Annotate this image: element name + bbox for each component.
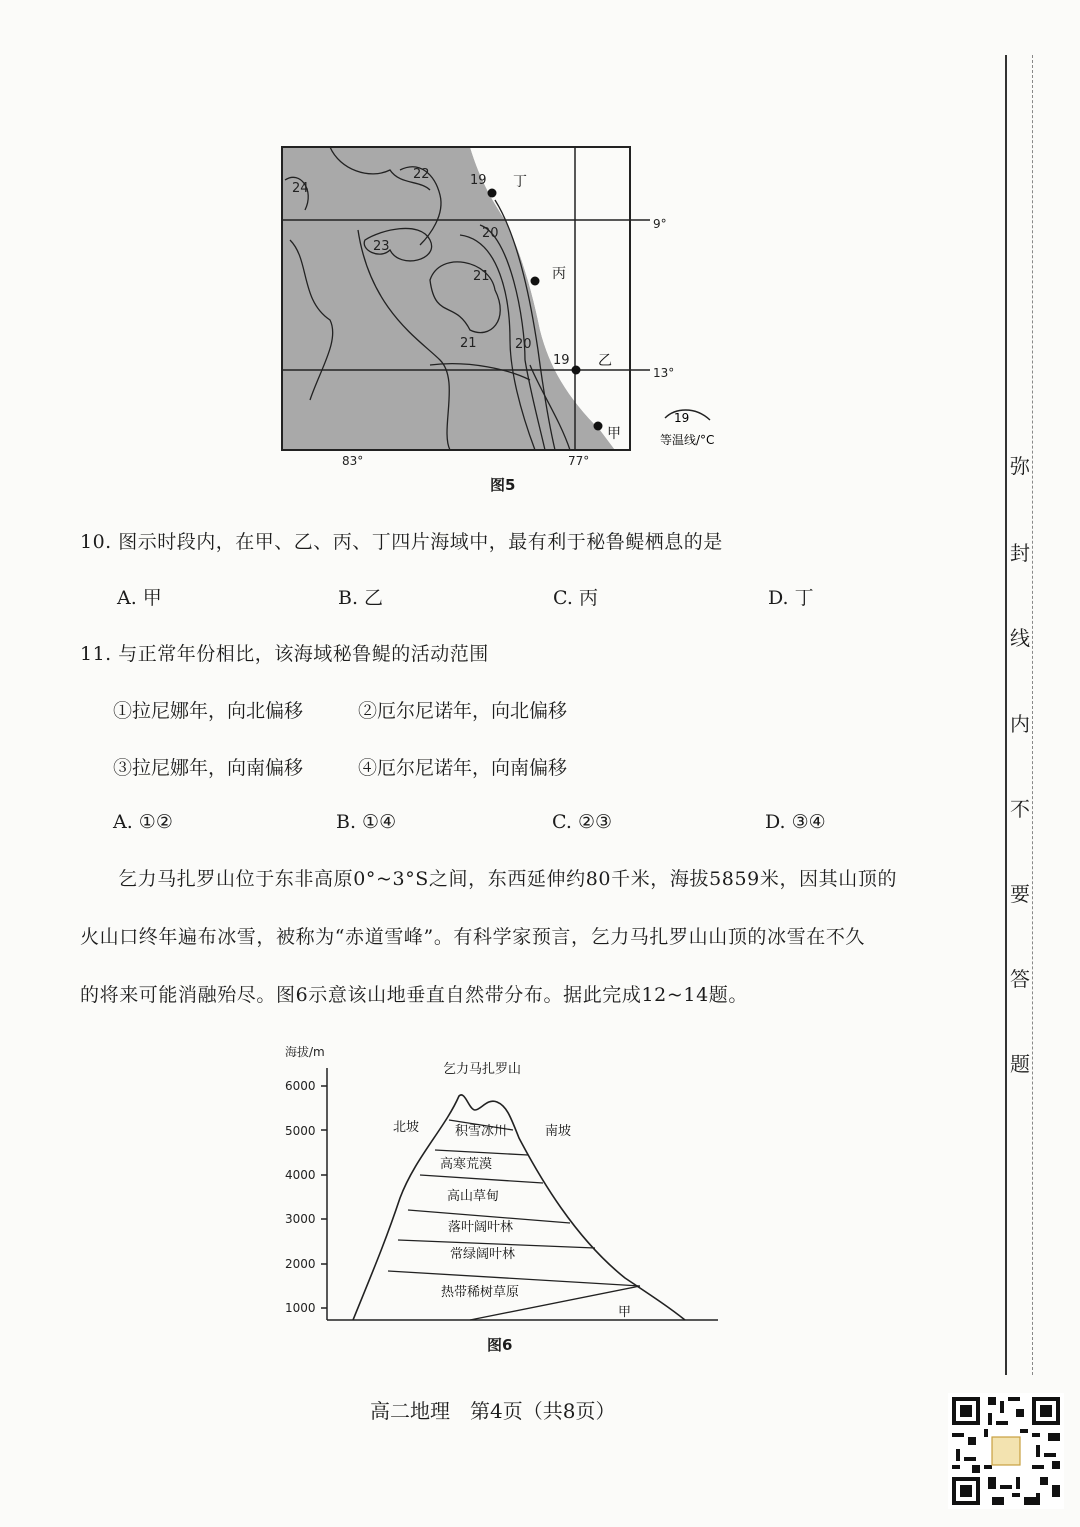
point-label-jia: 甲 <box>607 426 621 442</box>
zone-alpine-desert: 高寒荒漠 <box>440 1157 493 1172</box>
zone-alpine-meadow: 高山草甸 <box>447 1189 500 1204</box>
isotherm-label: 23 <box>373 239 390 254</box>
y-tick-1000: 1000 <box>285 1301 316 1315</box>
marker-jia: 甲 <box>618 1305 632 1320</box>
y-tick-5000: 5000 <box>285 1124 316 1138</box>
seal-text-char: 弥 <box>1010 454 1030 478</box>
q10-option-b[interactable]: B. 乙 <box>338 587 384 609</box>
y-tick-2000: 2000 <box>285 1257 316 1271</box>
isotherm-label: 21 <box>460 336 477 351</box>
point-label-yi: 乙 <box>598 353 612 369</box>
seal-dashed-line <box>1032 55 1033 1375</box>
point-jia <box>594 422 603 431</box>
passage-line: 的将来可能消融殆尽。图6示意该山地垂直自然带分布。据此完成12~14题。 <box>80 984 748 1006</box>
zone-evergreen-forest: 常绿阔叶林 <box>450 1247 516 1262</box>
lat-label: 13° <box>653 366 675 380</box>
isotherm-label: 19 <box>470 173 487 188</box>
y-tick-3000: 3000 <box>285 1212 316 1226</box>
north-slope-label: 北坡 <box>393 1120 420 1135</box>
lat-label: 9° <box>653 217 667 231</box>
q10-option-d[interactable]: D. 丁 <box>768 587 814 609</box>
q10-option-a[interactable]: A. 甲 <box>117 587 162 609</box>
passage-line: 火山口终年遍布冰雪，被称为“赤道雪峰”。有科学家预言，乞力马扎罗山山顶的冰雪在不久 <box>80 926 866 948</box>
zone-savanna: 热带稀树草原 <box>441 1285 520 1300</box>
seal-text-char: 不 <box>1010 797 1030 821</box>
seal-text-char: 答 <box>1010 967 1030 991</box>
page-footer: 高二地理 第4页（共8页） <box>370 1399 616 1423</box>
point-label-ding: 丁 <box>513 174 527 190</box>
lon-label: 77° <box>568 454 590 468</box>
zone-snow-glacier: 积雪冰川 <box>455 1124 508 1139</box>
seal-text-char: 线 <box>1010 626 1030 650</box>
qr-code-icon <box>948 1393 1064 1509</box>
point-yi <box>572 366 581 375</box>
figure-5-caption: 图5 <box>490 476 516 494</box>
point-label-bing: 丙 <box>552 266 566 282</box>
question-11-stem: 11. 与正常年份相比，该海域秘鲁鳀的活动范围 <box>80 643 489 665</box>
legend-text: 等温线/°C <box>660 433 715 447</box>
seal-text-char: 题 <box>1010 1052 1030 1076</box>
lon-label: 83° <box>342 454 364 468</box>
isotherm-label: 24 <box>292 181 309 196</box>
q11-item-1: ①拉尼娜年，向北偏移 <box>113 700 304 722</box>
q11-option-a[interactable]: A. ①② <box>113 811 173 833</box>
isotherm-label: 20 <box>482 226 499 241</box>
seal-line <box>1005 55 1007 1375</box>
point-ding <box>488 189 497 198</box>
q11-option-c[interactable]: C. ②③ <box>552 811 613 833</box>
q11-option-d[interactable]: D. ③④ <box>765 811 826 833</box>
passage <box>80 850 960 1024</box>
seal-text-char: 内 <box>1010 712 1030 736</box>
figure-6-diagram <box>275 1038 735 1338</box>
legend-value: 19 <box>674 411 690 425</box>
seal-text-char: 要 <box>1010 882 1030 906</box>
q11-item-4: ④厄尔尼诺年，向南偏移 <box>358 757 568 779</box>
figure-6-caption: 图6 <box>487 1336 513 1354</box>
passage-line: 乞力马扎罗山位于东非高原0°~3°S之间，东西延伸约80千米，海拔5859米，因其山顶的 <box>118 868 898 890</box>
south-slope-label: 南坡 <box>545 1124 572 1139</box>
isotherm-label: 22 <box>413 167 430 182</box>
question-10-stem: 10. 图示时段内，在甲、乙、丙、丁四片海域中，最有利于秘鲁鳀栖息的是 <box>80 531 723 553</box>
zone-deciduous-forest: 落叶阔叶林 <box>448 1220 514 1235</box>
point-bing <box>531 277 540 286</box>
q11-option-b[interactable]: B. ①④ <box>336 811 397 833</box>
q11-item-3: ③拉尼娜年，向南偏移 <box>113 757 304 779</box>
y-tick-6000: 6000 <box>285 1079 316 1093</box>
figure-5-map <box>270 140 750 490</box>
seal-text-char: 封 <box>1010 541 1030 565</box>
isotherm-label: 20 <box>515 337 532 352</box>
isotherm-label: 19 <box>553 353 570 368</box>
y-tick-4000: 4000 <box>285 1168 316 1182</box>
isotherm-label: 21 <box>473 269 490 284</box>
q11-item-2: ②厄尔尼诺年，向北偏移 <box>358 700 568 722</box>
q10-option-c[interactable]: C. 丙 <box>553 587 598 609</box>
y-axis-label: 海拔/m <box>285 1045 325 1059</box>
figure-6-title: 乞力马扎罗山 <box>443 1062 522 1077</box>
